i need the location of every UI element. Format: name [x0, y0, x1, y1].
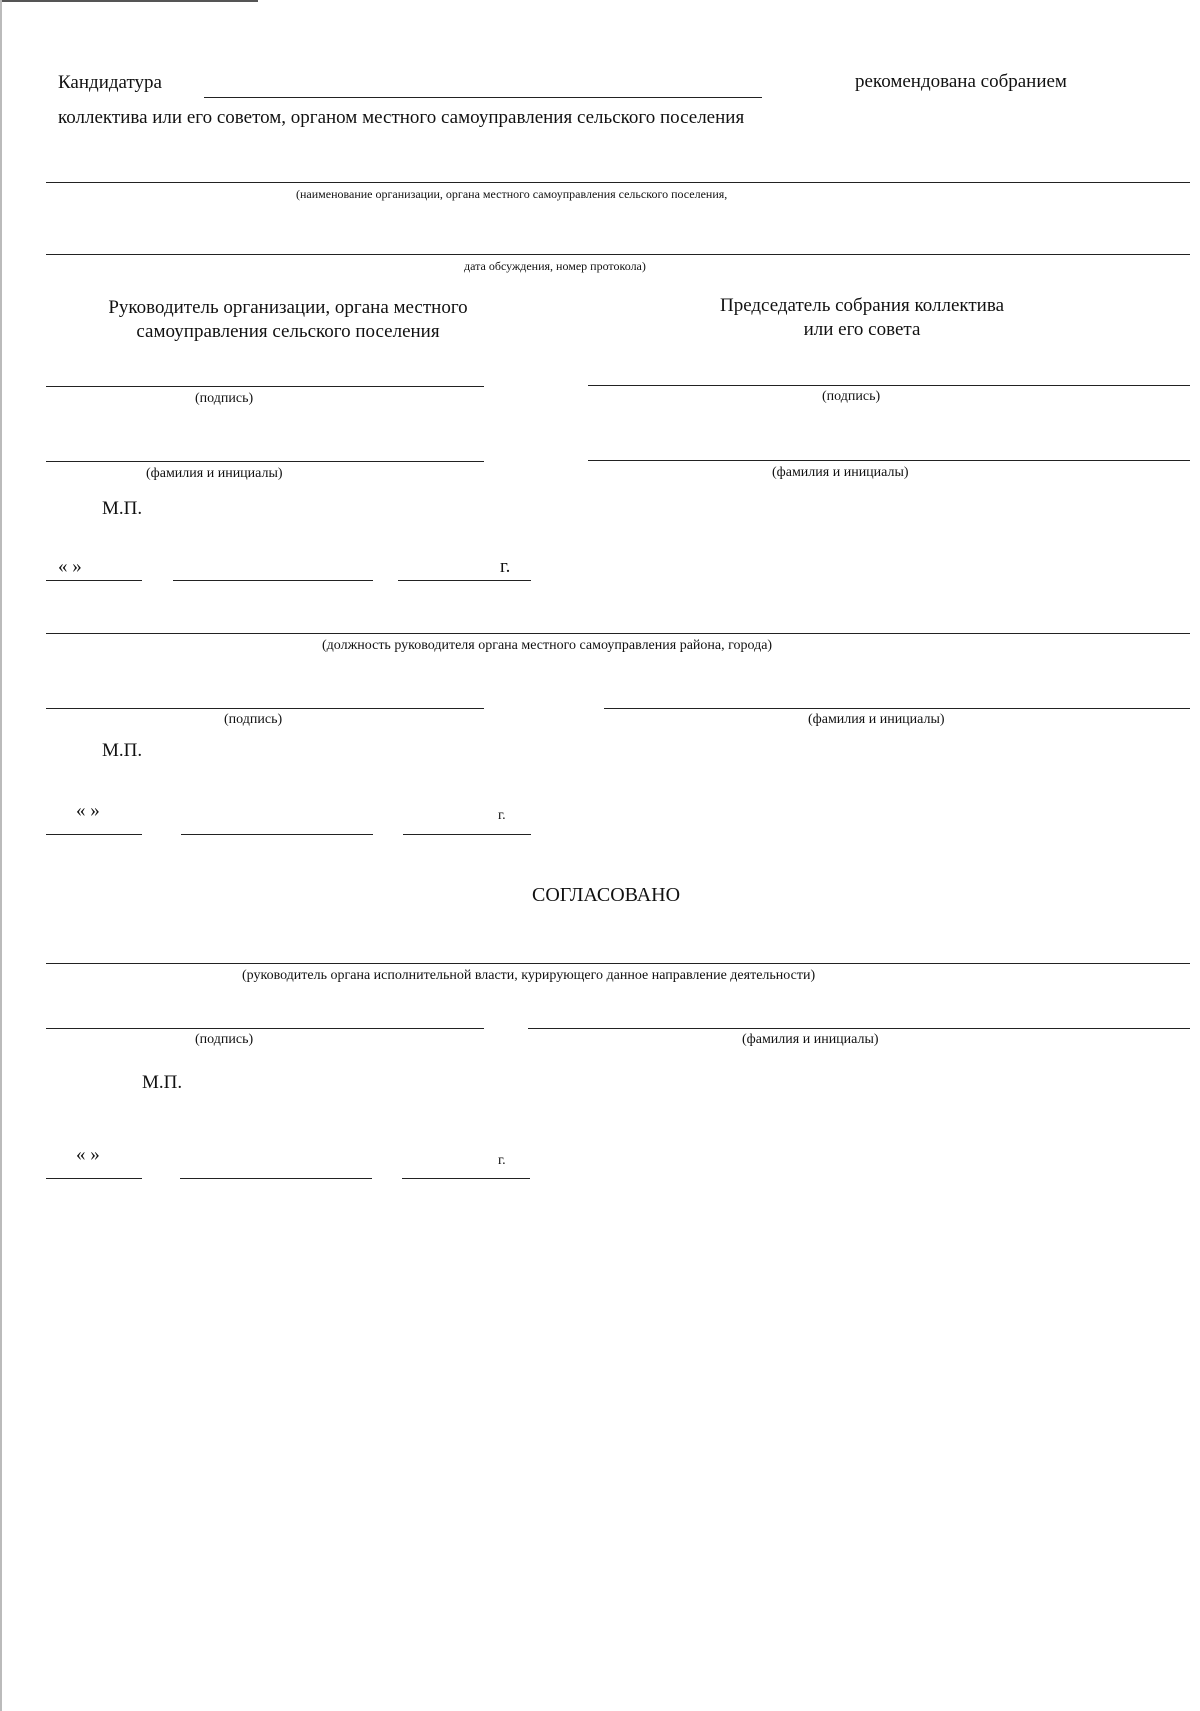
- year-field[interactable]: [398, 580, 531, 581]
- protocol-caption: дата обсуждения, номер протокола): [464, 259, 646, 273]
- candidate-label: Кандидатура: [58, 72, 162, 93]
- scan-edge-mark: [0, 0, 2, 1711]
- left-signature-caption: (подпись): [195, 391, 254, 406]
- year-suffix: г.: [498, 808, 506, 823]
- date-quotes: « »: [58, 556, 82, 577]
- organization-caption: (наименование организации, органа местного самоуправления сельского поселения,: [296, 187, 728, 201]
- official-position-caption: (должность руководителя органа местного самоуправления района, города): [322, 638, 773, 653]
- right-signatory-title-line2: или его совета: [803, 319, 921, 340]
- candidate-name-field[interactable]: [204, 97, 762, 98]
- official-position-field[interactable]: [46, 633, 1190, 634]
- supervisor-signature-caption: (подпись): [195, 1032, 254, 1047]
- date-quotes: « »: [76, 1144, 100, 1165]
- stamp-mark: М.П.: [102, 740, 143, 761]
- official-name-caption: (фамилия и инициалы): [808, 712, 945, 727]
- stamp-mark: М.П.: [142, 1072, 183, 1093]
- organization-name-field[interactable]: [46, 182, 1190, 183]
- day-field[interactable]: [46, 1178, 142, 1179]
- recommended-text: рекомендована собранием: [855, 71, 1067, 92]
- supervisor-field[interactable]: [46, 963, 1190, 964]
- supervisor-name-field[interactable]: [528, 1028, 1190, 1029]
- right-name-caption: (фамилия и инициалы): [772, 465, 909, 480]
- day-field[interactable]: [46, 834, 142, 835]
- left-name-caption: (фамилия и инициалы): [146, 466, 283, 481]
- left-signature-field[interactable]: [46, 386, 484, 387]
- supervisor-signature-field[interactable]: [46, 1028, 484, 1029]
- protocol-field[interactable]: [46, 254, 1190, 255]
- date-quotes: « »: [76, 800, 100, 821]
- right-signatory-title-line1: Председатель собрания коллектива: [719, 295, 1005, 316]
- official-signature-field[interactable]: [46, 708, 484, 709]
- left-signatory-title-line1: Руководитель организации, органа местного: [108, 297, 468, 318]
- left-signatory-title: [46, 297, 530, 343]
- right-signature-caption: (подпись): [822, 389, 881, 404]
- official-name-field[interactable]: [604, 708, 1190, 709]
- stamp-mark: М.П.: [102, 498, 143, 519]
- official-signature-caption: (подпись): [224, 712, 283, 727]
- year-field[interactable]: [402, 1178, 530, 1179]
- left-name-field[interactable]: [46, 461, 484, 462]
- year-suffix: г.: [500, 556, 511, 577]
- month-field[interactable]: [180, 1178, 372, 1179]
- scan-edge-mark: [0, 0, 258, 2]
- supervisor-name-caption: (фамилия и инициалы): [742, 1032, 879, 1047]
- right-signature-field[interactable]: [588, 385, 1190, 386]
- right-name-field[interactable]: [588, 460, 1190, 461]
- supervisor-caption: (руководитель органа исполнительной власти, курирующего данное направление деятельности): [242, 968, 816, 983]
- year-suffix: г.: [498, 1153, 506, 1168]
- left-signatory-title-line2: самоуправления сельского поселения: [136, 321, 440, 342]
- day-field[interactable]: [46, 580, 142, 581]
- year-field[interactable]: [403, 834, 531, 835]
- header-line-2: коллектива или его советом, органом местного самоуправления сельского поселения: [58, 107, 745, 128]
- month-field[interactable]: [173, 580, 373, 581]
- approved-heading: СОГЛАСОВАНО: [532, 884, 681, 906]
- right-signatory-title: [636, 295, 1088, 341]
- month-field[interactable]: [181, 834, 373, 835]
